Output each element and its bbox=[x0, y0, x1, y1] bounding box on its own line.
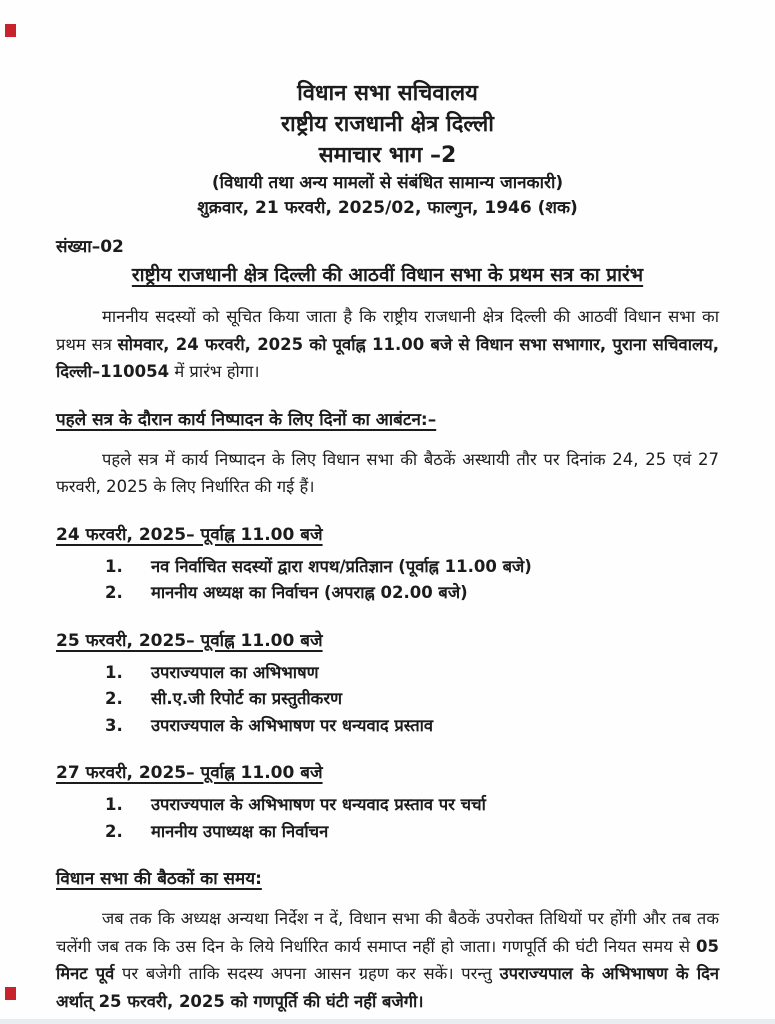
agenda-item-text: उपराज्यपाल के अभिभाषण पर धन्यवाद प्रस्ताव पर चर्चा bbox=[151, 795, 486, 814]
session-1-heading-row bbox=[56, 522, 719, 545]
timing-paragraph bbox=[56, 905, 719, 1015]
agenda-item-number: 1. bbox=[105, 795, 123, 814]
timing-text-1: जब तक कि अध्यक्ष अन्यथा निर्देश न दें, विधान सभा की बैठकें उपरोक्त तिथियों पर होंगी और तब तक चलेंगी जब तक कि उस दिन के लिये निर्धारित कार्य समाप्त नहीं हो जाता। गणपूर्ति की घंटी नियत समय से bbox=[56, 909, 719, 956]
agenda-item-number: 2. bbox=[105, 689, 123, 708]
issue-date-line: शुक्रवार, 21 फरवरी, 2025/02, फाल्गुन, 1946 (शक) bbox=[197, 198, 578, 218]
timing-no-bell-bold: उपराज्यपाल के अभिभाषण के दिन अर्थात् 25 फरवरी, 2025 को गणपूर्ति की घंटी नहीं बजेगी। bbox=[56, 964, 720, 1011]
session-1-agenda-list bbox=[56, 554, 719, 607]
allotment-heading-row bbox=[56, 407, 719, 430]
agenda-item bbox=[56, 580, 719, 607]
agenda-item-number: 3. bbox=[105, 715, 123, 735]
agenda-item bbox=[56, 713, 719, 740]
bulletin-title: समाचार भाग –2 bbox=[318, 143, 457, 168]
agenda-item-text: नव निर्वाचित सदस्यों द्वारा शपथ/प्रतिज्ञान (पूर्वाह्न 11.00 बजे) bbox=[151, 556, 532, 576]
agenda-item-text: सी.ए.जी रिपोर्ट का प्रस्तुतीकरण bbox=[151, 689, 343, 708]
agenda-item-number: 2. bbox=[105, 583, 123, 602]
region-title: राष्ट्रीय राजधानी क्षेत्र दिल्ली bbox=[281, 112, 494, 137]
agenda-item bbox=[56, 660, 719, 687]
agenda-item-text: माननीय उपाध्यक्ष का निर्वाचन bbox=[151, 821, 329, 841]
scan-bottom-edge-shadow bbox=[0, 1019, 775, 1024]
agenda-item-text: उपराज्यपाल के अभिभाषण पर धन्यवाद प्रस्ताव bbox=[151, 715, 434, 735]
agenda-item bbox=[56, 554, 719, 581]
agenda-item-number: 1. bbox=[105, 662, 123, 682]
agenda-item bbox=[56, 819, 719, 846]
session-2-agenda-list bbox=[56, 660, 719, 740]
document-header bbox=[56, 78, 719, 221]
session-2-date-heading: 25 फरवरी, 2025– पूर्वाह्न 11.00 बजे bbox=[56, 630, 323, 651]
session-3-date-heading: 27 फरवरी, 2025– पूर्वाह्न 11.00 बजे bbox=[56, 763, 323, 783]
notice-title: राष्ट्रीय राजधानी क्षेत्र दिल्ली की आठवीं विधान सभा के प्रथम सत्र का प्रारंभ bbox=[131, 264, 644, 286]
intro-session-details-bold: सोमवार, 24 फरवरी, 2025 को पूर्वाह्न 11.00 बजे से विधान सभा सभागार, पुराना सचिवालय, दिल्ली–110054 bbox=[56, 334, 719, 381]
agenda-item-number: 2. bbox=[105, 821, 123, 841]
agenda-item bbox=[56, 686, 719, 713]
timing-text-2: पर बजेगी ताकि सदस्य अपना आसन ग्रहण कर सकें। परन्तु bbox=[114, 964, 500, 983]
session-1-date-heading: 24 फरवरी, 2025– पूर्वाह्न 11.00 बजे bbox=[56, 524, 323, 545]
intro-paragraph bbox=[56, 303, 719, 386]
timing-bell-minutes-bold: 05 मिनट पूर्व bbox=[56, 936, 719, 983]
red-scan-mark-top-left bbox=[5, 24, 16, 37]
agenda-item-text: माननीय अध्यक्ष का निर्वाचन (अपराह्न 02.00 बजे) bbox=[151, 583, 468, 602]
notice-number: संख्या–02 bbox=[56, 237, 124, 257]
timing-heading: विधान सभा की बैठकों का समय: bbox=[56, 869, 262, 889]
allotment-heading: पहले सत्र के दौरान कार्य निष्पादन के लिए दिनों का आबंटन:– bbox=[56, 409, 437, 430]
session-3-heading-row bbox=[56, 760, 719, 783]
intro-text-2: में प्रारंभ होगा। bbox=[169, 362, 260, 381]
agenda-item-number: 1. bbox=[105, 556, 123, 576]
session-3-agenda-list bbox=[56, 792, 719, 845]
agenda-item bbox=[56, 792, 719, 819]
red-scan-mark-bottom-left bbox=[5, 987, 16, 1000]
org-title: विधान सभा सचिवालय bbox=[297, 81, 478, 106]
timing-heading-row bbox=[56, 866, 719, 889]
intro-text-1: माननीय सदस्यों को सूचित किया जाता है कि राष्ट्रीय राजधानी क्षेत्र दिल्ली की आठवीं विधान सभा का प्रथम सत्र bbox=[56, 307, 719, 354]
session-2-heading-row bbox=[56, 628, 719, 651]
agenda-item-text: उपराज्यपाल का अभिभाषण bbox=[151, 662, 319, 682]
bulletin-subtitle: (विधायी तथा अन्य मामलों से संबंधित सामान्य जानकारी) bbox=[211, 173, 564, 193]
allotment-paragraph: पहले सत्र में कार्य निष्पादन के लिए विधान सभा की बैठकें अस्थायी तौर पर दिनांक 24, 25 एवं 27 फरवरी, 2025 के लिए निर्धारित की गई हैं। bbox=[56, 449, 719, 496]
